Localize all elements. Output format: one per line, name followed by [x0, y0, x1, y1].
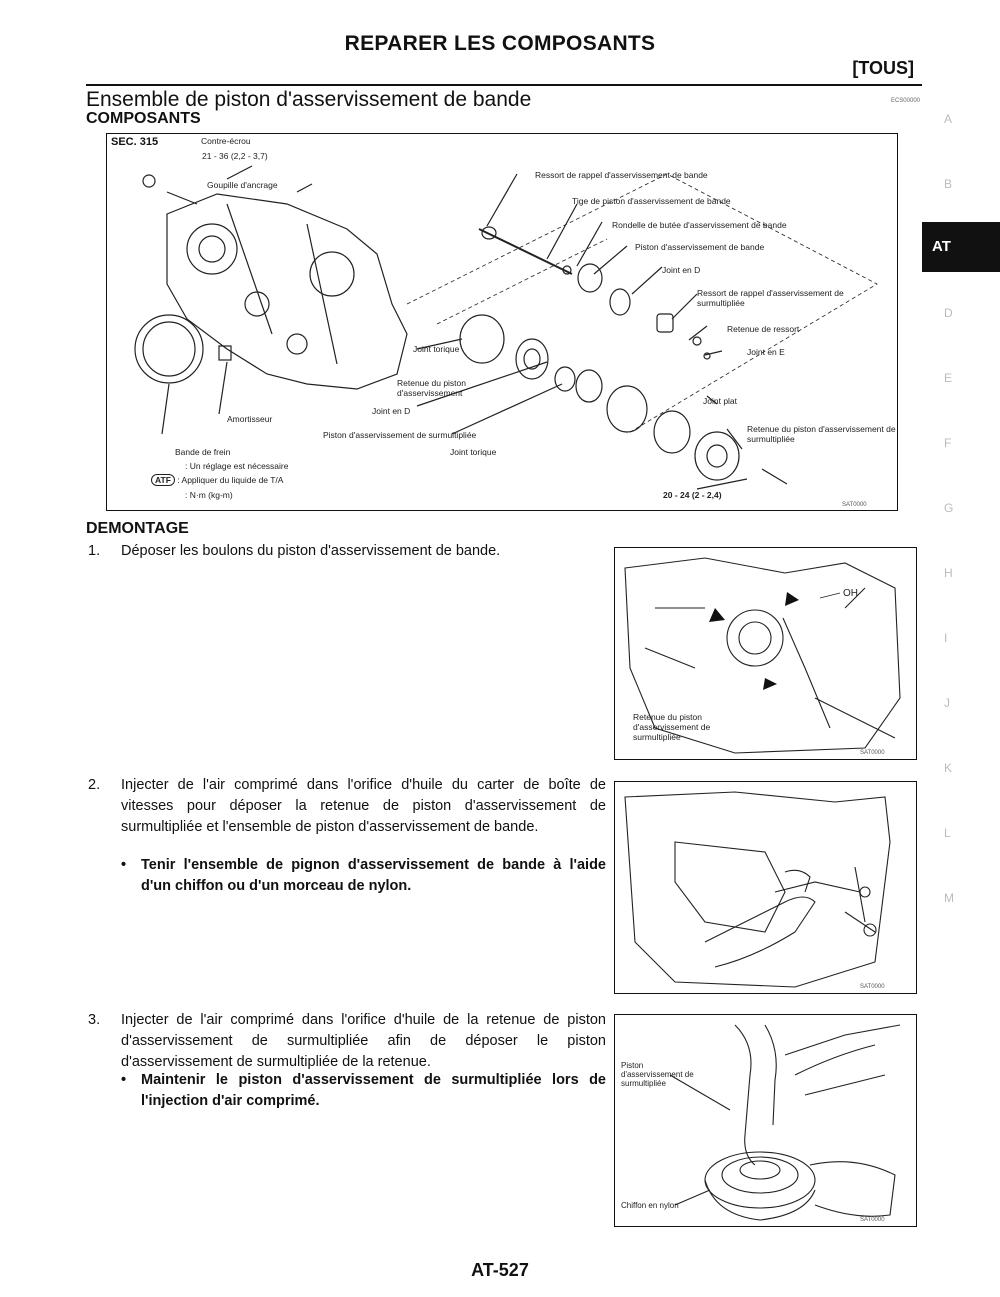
label-d-ring-1: Joint en D [662, 265, 701, 275]
tab-m[interactable]: M [944, 891, 954, 905]
step-number: 3. [88, 1012, 101, 1028]
header-rule [86, 84, 922, 86]
tab-d[interactable]: D [944, 306, 953, 320]
tab-j[interactable]: J [944, 696, 950, 710]
note-text: Maintenir le piston d'asservissement de surmultipliée lors de l'injection d'air comprimé. [141, 1072, 606, 1109]
label-anchor-pin: Goupille d'ancrage [207, 180, 278, 190]
step-2-note [121, 855, 606, 897]
tab-b[interactable]: B [944, 177, 953, 191]
od-piston-removal-drawing [615, 1015, 917, 1227]
label-lock-nut: Contre-écrou [201, 136, 251, 146]
figure-id: SAT0000 [860, 1217, 885, 1223]
step-1 [88, 541, 608, 562]
tab-e[interactable]: E [944, 371, 953, 385]
components-diagram [106, 133, 898, 511]
step-3 [88, 1010, 606, 1073]
figure-step-2 [614, 781, 917, 994]
label-od-servo-piston: Piston d'asservissement de surmultipliée [621, 1061, 694, 1088]
label-servo-retainer: Retenue du piston d'asservissement [397, 378, 466, 398]
tab-f[interactable]: F [944, 436, 952, 450]
label-nylon-cloth: Chiffon en nylon [621, 1201, 679, 1210]
step-text: Déposer les boulons du piston d'asservissement de bande. [121, 543, 501, 559]
figure-id: SAT0000 [860, 984, 885, 990]
label-piston-stem: Tige de piston d'asservissement de bande [572, 196, 731, 206]
tab-l[interactable]: L [944, 826, 951, 840]
bullet-dot: • [121, 857, 127, 873]
label-spring-retainer: Retenue de ressort [727, 324, 800, 334]
legend-torque-units: : N·m (kg-m) [185, 490, 233, 500]
step-text: Injecter de l'air comprimé dans l'orifice d'huile du carter de boîte de vitesses pour déposer la retenue de piston d'asservissement de surmultipliée et l'ensemble de piston d'asservissement de bande. [121, 777, 606, 835]
figure-step-3 [614, 1014, 917, 1227]
step-2 [88, 775, 606, 838]
figure-step-1 [614, 547, 917, 760]
atf-symbol: ATF [151, 474, 175, 486]
label-od-return-spring: Ressort de rappel d'asservissement de surmultipliée [697, 288, 844, 308]
label-d-ring-2: Joint en D [372, 406, 411, 416]
label-e-ring: Joint en E [747, 347, 785, 357]
legend-atf [151, 475, 283, 485]
step-number: 1. [88, 543, 101, 559]
tab-g[interactable]: G [944, 501, 954, 515]
section-tabs [922, 0, 1000, 1297]
step-number: 2. [88, 777, 101, 793]
tab-a[interactable]: A [944, 112, 953, 126]
label-damper: Amortisseur [227, 414, 273, 424]
figure-id: SAT0000 [860, 750, 885, 756]
step-text: Injecter de l'air comprimé dans l'orifice d'huile de la retenue de piston d'asservissement de surmultipliée afin de déposer le piston d'asservissement de surmultipliée de la retenue. [121, 1012, 606, 1070]
bullet-dot: • [121, 1072, 127, 1088]
page-title: REPARER LES COMPOSANTS [344, 32, 656, 55]
label-oh: OH [843, 588, 858, 599]
label-o-ring-1: Joint torique [413, 344, 460, 354]
compressed-air-drawing [615, 782, 917, 994]
composants-heading: COMPOSANTS [86, 110, 201, 127]
label-torque-od-retainer: 20 - 24 (2 - 2,4) [663, 490, 722, 500]
section-code: ECS00000 [890, 98, 920, 104]
page-number: AT-527 [471, 1260, 529, 1280]
label-band-servo-piston: Piston d'asservissement de bande [635, 242, 765, 252]
label-torque-lock-nut: 21 - 36 (2,2 - 3,7) [202, 151, 268, 161]
label-gasket: Joint plat [703, 396, 738, 406]
legend-atf-text: : Appliquer du liquide de T/A [177, 475, 284, 485]
tab-k[interactable]: K [944, 761, 953, 775]
section-ref: SEC. 315 [111, 136, 159, 148]
note-text: Tenir l'ensemble de pignon d'asservissement de bande à l'aide d'un chiffon ou d'un morceau de nylon. [141, 857, 606, 894]
label-od-retainer: Retenue du piston d'asservissement de surmultipliée [633, 712, 711, 742]
label-thrust-washer: Rondelle de butée d'asservissement de bande [612, 220, 787, 230]
tab-i[interactable]: I [944, 631, 948, 645]
section-title: Ensemble de piston d'asservissement de bande [86, 88, 532, 111]
step-3-note [121, 1070, 606, 1112]
demontage-heading: DEMONTAGE [86, 520, 189, 537]
figure-id: SAT0000 [842, 502, 867, 508]
tab-at-active[interactable]: AT [922, 222, 1000, 272]
legend-adjustment: : Un réglage est nécessaire [185, 461, 289, 471]
label-od-servo-piston: Piston d'asservissement de surmultipliée [323, 430, 477, 440]
label-brake-band: Bande de frein [175, 447, 231, 457]
tab-h[interactable]: H [944, 566, 953, 580]
scope-label: [TOUS] [852, 58, 914, 78]
label-o-ring-2: Joint torique [450, 447, 497, 457]
label-band-servo-return-spring: Ressort de rappel d'asservissement de bande [535, 170, 708, 180]
label-od-servo-retainer: Retenue du piston d'asservissement de surmultipliée [747, 424, 896, 444]
